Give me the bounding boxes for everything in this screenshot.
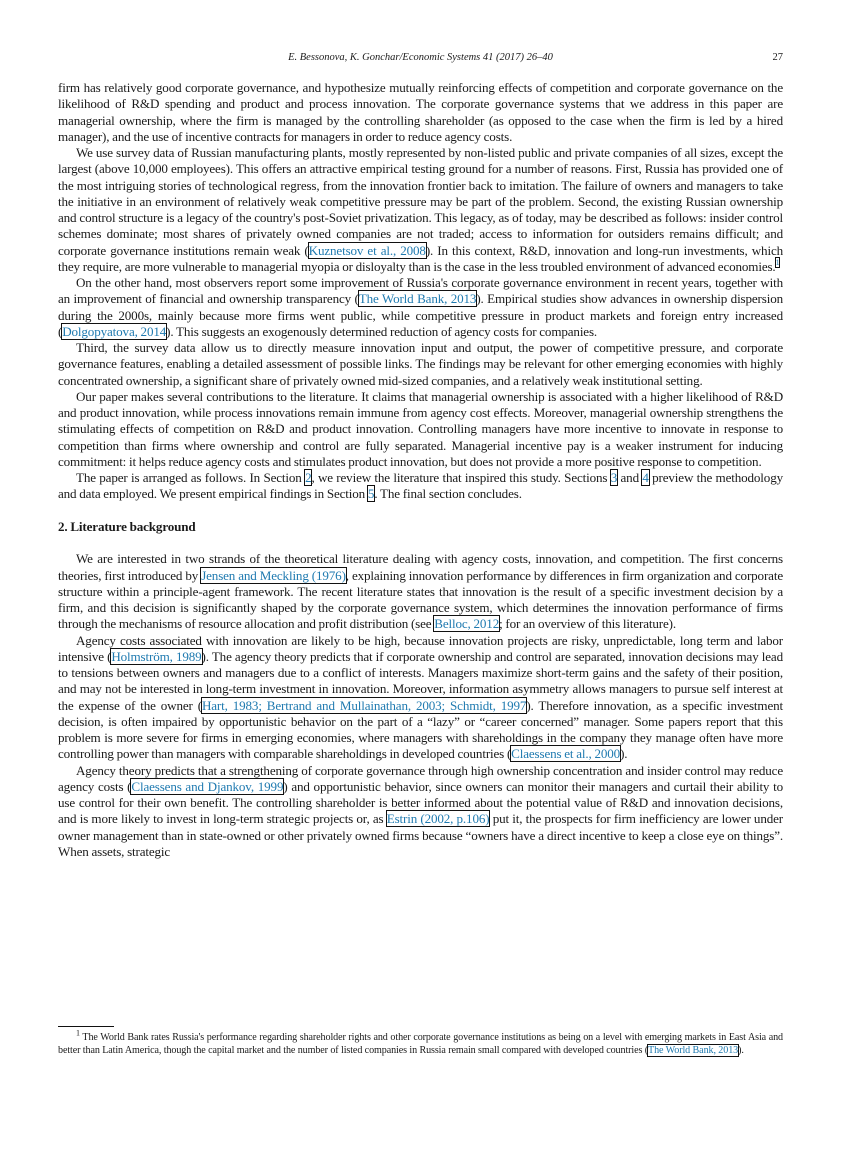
paragraph (58, 145, 783, 275)
paragraph (58, 470, 783, 503)
paragraph-text: Our paper makes several contributions to the literature. It claims that managerial ownership is associated with a higher likelihood of R&D and product innovation, while process innovations remain immune from agency cost effects. Moreover, managerial ownership strengthens the stimulating effects of competition on R&D and product innovation. Controlling managers have more incentive to innovate in response to competition than firms where ownership and control are fully separated. Managerial incentive pay is a weaker instrument for inducing commitment: it helps reduce agency costs and stimulates product innovation, but does not provide a more positive response to competition. (58, 388, 783, 469)
citation-link[interactable]: Claessens et al., 2000 (511, 746, 621, 762)
paragraph-text: ). In this context, R&D, innovation and long-run investments, which they require, are more vulnerable to managerial myopia or disloyalty than is the case in the less troubled environment of advanced economies. (58, 242, 784, 274)
citation-link[interactable]: Belloc, 2012 (434, 616, 500, 632)
paragraph-text: The paper is arranged as follows. In Section (76, 470, 306, 485)
paragraph-text: ). (620, 746, 628, 762)
citation-link[interactable]: The World Bank, 2013 (358, 291, 477, 307)
paragraph-text: firm has relatively good corporate governance, and hypothesize mutually reinforcing effects of competition and corporate governance on the likelihood of R&D spending and product and process innovation. The corporate governance systems that we address in this paper are managerial ownership, where the firm is managed by the controlling shareholder (as opposed to the case when the firm is led by a hired manager), and the use of incentive contracts for managers in order to reduce agency costs. (58, 80, 783, 144)
citation-link[interactable]: Jensen and Meckling (1976) (201, 567, 346, 583)
footnote-text: The World Bank rates Russia's performance regarding shareholder rights and other corporate governance institutions as being on a level with emerging markets in East Asia and better than Latin America, though the capital market and the number of listed companies in Russia remain small compared with developed countries ( (58, 1032, 783, 1057)
paragraph-text: ) and opportunistic behavior, since owners can monitor their managers and curtail their ability to use control for their own benefit. The controlling shareholder is better informed about the potential value of R&D and innovation decisions, and is more likely to invest in long-term strategic projects or, as (58, 778, 783, 827)
citation-link[interactable]: Estrin (2002, p.106) (386, 811, 490, 827)
footnote-rule (58, 1026, 114, 1027)
section-heading: 2. Literature background (58, 518, 196, 534)
citation-link[interactable]: Kuznetsov et al., 2008 (308, 242, 426, 258)
paragraph-text: Agency costs associated with innovation are likely to be high, because innovation projects are risky, unpredictable, long term and labor intensive ( (58, 632, 783, 664)
paragraph-text: , explaining innovation performance by differences in firm organization and corporate structure within a principle-agent framework. The recent literature states that innovation is the result of a specific investment decision by a firm, and this decision is significantly shaped by the corporate governance system, which determines the innovation performance of firms through the mechanisms of resource allocation and profit distribution (see (58, 567, 783, 632)
paragraph (58, 633, 783, 763)
paragraph-text: Agency theory predicts that a strengthening of corporate governance through high ownership concentration and insider control may reduce agency costs ( (58, 762, 783, 794)
paragraph-text: We are interested in two strands of the theoretical literature dealing with agency costs, innovation, and competition. The first concerns theories, first introduced by (58, 551, 783, 583)
page-number: 27 (772, 52, 783, 63)
paragraph-text: ). Therefore innovation, as a specific investment decision, is often impaired by opportunistic behavior on the part of a “lazy” or “career concerned” manager. Some papers report that this problem is more severe for firms in emerging economies, where managers with shareholdings in the company they manage often have more controlling power than managers with comparable shareholdings in developed countries ( (58, 697, 784, 762)
paragraph-text: Third, the survey data allow us to directly measure innovation input and output, the power of competitive pressure, and corporate governance features, enabling a detailed assessment of possible links. The findings may be relevant for other emerging economies with highly concentrated ownership, a significant share of privately owned mid-sized companies, and a relatively weak institutional setting. (58, 340, 783, 388)
section-link[interactable]: 5 (367, 486, 375, 502)
paragraph-text: , we review the literature that inspired this study. Sections (311, 470, 611, 485)
running-title: E. Bessonova, K. Gonchar/Economic Systems 41 (2017) 26–40 (288, 52, 553, 63)
paragraph (58, 389, 783, 470)
paragraph-text: preview the methodology and data employed. We present empirical findings in Section (58, 470, 783, 502)
footnote (58, 1028, 783, 1058)
citation-link[interactable]: Holmström, 1989 (111, 648, 202, 664)
section-link[interactable]: 2 (305, 470, 312, 485)
paragraph-text: and (617, 470, 643, 485)
section-link[interactable]: 4 (642, 470, 649, 485)
citation-link[interactable]: Dolgopyatova, 2014 (62, 323, 167, 339)
footnote-marker: 1 (76, 1028, 80, 1038)
citation-link[interactable]: Claessens and Djankov, 1999 (131, 778, 284, 794)
paragraph (58, 275, 783, 340)
paragraph-text: put it, the prospects for firm inefficiency are lower under owner management than in state-owned or other privately owned firms because “owners have a direct incentive to keep a close eye on things”. When assets, strategic (58, 811, 783, 859)
footnotes (58, 1026, 783, 1058)
paragraph-text: ). The agency theory predicts that if corporate ownership and control are separated, innovation decisions may lead to tensions between owners and managers due to a conflict of interests. Managers maximize short-term gains and the safety of their position, and may not be interested in long-term investment in innovation. Moreover, information asymmetry allows managers to pursue self interest at the expense of the owner ( (58, 648, 783, 713)
paragraph-text: On the other hand, most observers report some improvement of Russia's corporate governance environment in recent years, together with an improvement of financial and ownership transparency ( (58, 275, 783, 307)
paragraph (58, 763, 783, 861)
footnote-link[interactable]: 1 (775, 258, 780, 268)
citation-link[interactable]: Hart, 1983; Bertrand and Mullainathan, 2003; Schmidt, 1997 (201, 697, 527, 713)
paragraph-text: We use survey data of Russian manufacturing plants, mostly represented by non-listed public and private companies of all sizes, except the largest (above 10,000 employees). This offers an attractive empirical testing ground for a number of reasons. First, Russia has provided one of the most intriguing stories of technological regress, from the innovation frontier back to imitation. The failure of owners and managers to take the initiative in an environment of relatively weak competitive pressure may be part of the problem. Second, the existing Russian ownership and control structure is a legacy of the country's post-Soviet privatization. This legacy, as of today, may be described as follows: insider control schemes dominate; most shares of privately owned companies are not traded; access to information for outsiders remains difficult; and corporate governance institutions remain weak ( (58, 145, 783, 258)
paragraph-text: ). This suggests an exogenously determined reduction of agency costs for companies. (166, 323, 598, 339)
paragraph-text: . The final section concludes. (374, 486, 522, 502)
running-header (58, 52, 783, 66)
body-text (58, 80, 783, 860)
section-link[interactable]: 3 (610, 470, 618, 485)
citation-link[interactable]: The World Bank, 2013 (648, 1045, 739, 1057)
paragraph-text: ; for an overview of this literature). (499, 616, 676, 632)
footnote-text: ). (738, 1045, 744, 1057)
paragraph (58, 340, 783, 389)
paragraph (58, 80, 783, 145)
paragraph (58, 551, 783, 632)
paragraph-text: ). Empirical studies show advances in ownership dispersion during the 2000s, mainly because more firms went public, while competitive pressure in product markets and foreign entry increased ( (58, 291, 783, 339)
